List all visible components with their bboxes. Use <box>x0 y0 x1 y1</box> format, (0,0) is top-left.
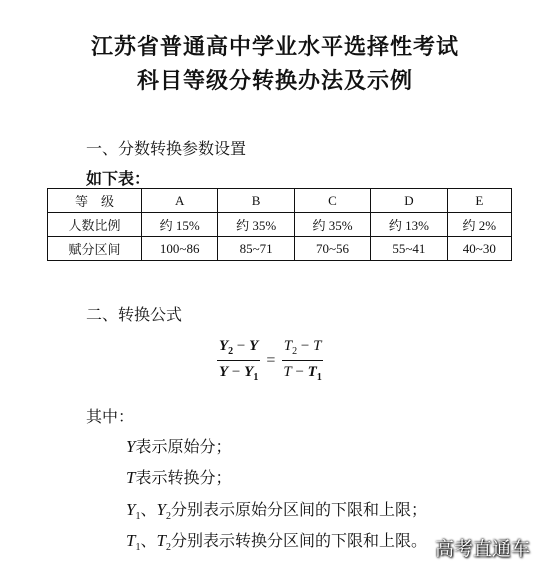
table-header-row <box>48 189 512 213</box>
table-cell: 40~30 <box>447 237 511 261</box>
table-cell: 约 35% <box>218 213 294 237</box>
grade-header: B <box>218 189 294 213</box>
right-fraction <box>281 338 323 383</box>
definition-t1-t2: $T_1$、$T_2$分别表示转换分区间的下限和上限。 <box>126 531 427 554</box>
grade-conversion-table <box>47 188 512 261</box>
grade-header: C <box>294 189 370 213</box>
left-denominator: $Y - Y_1$ <box>219 364 259 383</box>
definition-y: Y表示原始分； <box>126 437 232 456</box>
left-fraction <box>217 338 260 383</box>
section1-heading: 一、分数转换参数设置 <box>86 139 247 158</box>
definition-t: T表示转换分； <box>126 468 232 487</box>
where-label: 其中： <box>86 407 135 426</box>
right-denominator: $T - T_1$ <box>283 364 322 383</box>
left-numerator: $Y_2 - Y$ <box>217 338 260 361</box>
right-numerator: $T_2 - T$ <box>282 338 324 361</box>
table-cell: 85~71 <box>218 237 294 261</box>
row-label: 人数比例 <box>48 213 142 237</box>
conversion-formula <box>217 338 324 383</box>
table-cell: 约 2% <box>447 213 511 237</box>
page-title-line1: 江苏省普通高中学业水平选择性考试 <box>90 35 459 60</box>
table-intro: 如下表： <box>86 169 151 188</box>
section2-heading: 二、转换公式 <box>86 305 183 324</box>
table-header-label: 等 级 <box>48 189 142 213</box>
grade-header: D <box>371 189 447 213</box>
table-cell: 约 13% <box>371 213 447 237</box>
table-cell: 70~56 <box>294 237 370 261</box>
table-cell: 约 35% <box>294 213 370 237</box>
table-row <box>48 237 512 261</box>
page-title-line2: 科目等级分转换办法及示例 <box>136 69 413 94</box>
table-cell: 约 15% <box>142 213 218 237</box>
watermark: 高考直通车 <box>434 538 530 560</box>
table-row <box>48 213 512 237</box>
grade-header: A <box>142 189 218 213</box>
grade-header: E <box>447 189 511 213</box>
equals-sign: = <box>266 351 276 369</box>
table-cell: 100~86 <box>142 237 218 261</box>
table-cell: 55~41 <box>371 237 447 261</box>
row-label: 赋分区间 <box>48 237 142 261</box>
definition-y1-y2: $Y_1$、$Y_2$分别表示原始分区间的下限和上限； <box>126 500 427 523</box>
